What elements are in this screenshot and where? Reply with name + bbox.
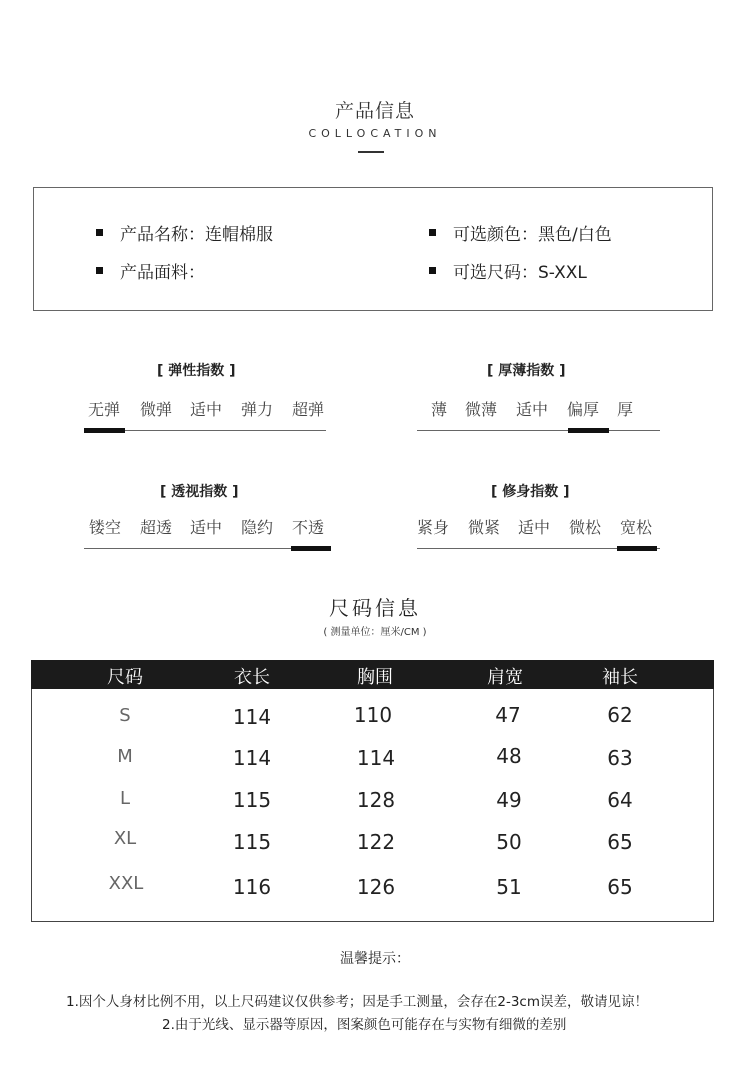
table-cell: 110: [353, 703, 393, 727]
table-cell: 114: [232, 705, 272, 729]
table-cell-size: XXL: [108, 873, 144, 894]
thickness-index-title: [ 厚薄指数 ]: [487, 363, 566, 379]
fit-option: 微紧: [468, 518, 501, 537]
thickness-scale-line: [417, 430, 660, 431]
header-length: 衣长: [234, 667, 270, 688]
fit-index-title: [ 修身指数 ]: [491, 484, 570, 500]
bullet-icon: [96, 229, 103, 236]
table-cell: 65: [607, 830, 633, 854]
fit-option: 微松: [569, 518, 602, 537]
header-shoulder: 肩宽: [487, 667, 523, 688]
page-title: 产品信息: [334, 100, 415, 122]
table-cell-size: S: [119, 705, 131, 726]
table-cell: 126: [356, 875, 396, 899]
elasticity-option: 弹力: [241, 400, 274, 419]
bullet-icon: [429, 267, 436, 274]
transparency-option: 不透: [292, 518, 325, 537]
bullet-icon: [429, 229, 436, 236]
elasticity-selected-marker: [84, 428, 125, 433]
header-size: 尺码: [107, 667, 143, 688]
note-line-2: 2.由于光线、显示器等原因，图案颜色可能存在与实物有细微的差别: [162, 1017, 567, 1033]
transparency-option: 适中: [190, 518, 223, 537]
thickness-option: 偏厚: [567, 400, 600, 419]
table-cell: 50: [496, 830, 522, 854]
header-sleeve: 袖长: [602, 667, 638, 688]
product-fabric-item: [96, 258, 205, 282]
product-info-box: [33, 187, 713, 311]
table-cell: 49: [496, 788, 522, 812]
product-fabric-label: 产品面料：: [120, 262, 205, 283]
size-unit-note: ( 测量单位：厘米/CM ): [323, 627, 427, 638]
elasticity-option: 适中: [190, 400, 223, 419]
note-line-1: 1.因个人身材比例不用，以上尺码建议仅供参考；因是手工测量，会存在2-3cm误差，敬请见谅！: [66, 994, 649, 1010]
elasticity-option: 无弹: [88, 400, 121, 419]
transparency-option: 隐约: [241, 518, 274, 537]
fit-option: 宽松: [620, 518, 653, 537]
thickness-option: 薄: [431, 400, 448, 419]
table-cell: 128: [356, 788, 396, 812]
table-cell: 62: [607, 703, 633, 727]
fit-option: 紧身: [417, 518, 450, 537]
table-cell-size: M: [117, 746, 133, 767]
product-color-item: [429, 220, 612, 244]
table-cell: 114: [356, 746, 396, 770]
product-size-item: [429, 258, 587, 282]
elasticity-index-title: [ 弹性指数 ]: [157, 363, 236, 379]
table-cell: 115: [232, 788, 272, 812]
notes-title: 温馨提示：: [340, 951, 410, 967]
table-cell: 47: [495, 703, 521, 727]
thickness-selected-marker: [568, 428, 609, 433]
product-color-label: 可选颜色：黑色/白色: [453, 224, 612, 245]
table-cell: 115: [232, 830, 272, 854]
table-cell: 116: [232, 875, 272, 899]
product-name-label: 产品名称：连帽棉服: [120, 224, 273, 245]
fit-option: 适中: [518, 518, 551, 537]
table-cell: 63: [607, 746, 633, 770]
table-cell: 114: [232, 746, 272, 770]
table-cell-size: L: [119, 788, 131, 809]
transparency-selected-marker: [291, 546, 331, 551]
table-cell-size: XL: [113, 828, 137, 849]
table-cell: 48: [496, 744, 522, 768]
table-cell: 122: [356, 830, 396, 854]
thickness-option: 厚: [617, 400, 634, 419]
transparency-option: 超透: [140, 518, 173, 537]
page-subtitle: COLLOCATION: [308, 127, 442, 140]
product-name-item: [96, 220, 273, 244]
thickness-option: 适中: [516, 400, 549, 419]
table-cell: 64: [607, 788, 633, 812]
table-cell: 51: [496, 875, 522, 899]
bullet-icon: [96, 267, 103, 274]
header-chest: 胸围: [357, 667, 393, 688]
transparency-option: 镂空: [89, 518, 122, 537]
size-section-title: 尺码信息: [329, 596, 421, 620]
thickness-option: 微薄: [465, 400, 498, 419]
elasticity-option: 微弹: [140, 400, 173, 419]
title-divider: [358, 151, 384, 153]
product-size-label: 可选尺码：S-XXL: [453, 262, 587, 283]
transparency-index-title: [ 透视指数 ]: [160, 484, 239, 500]
table-cell: 65: [607, 875, 633, 899]
fit-selected-marker: [617, 546, 657, 551]
elasticity-option: 超弹: [292, 400, 325, 419]
